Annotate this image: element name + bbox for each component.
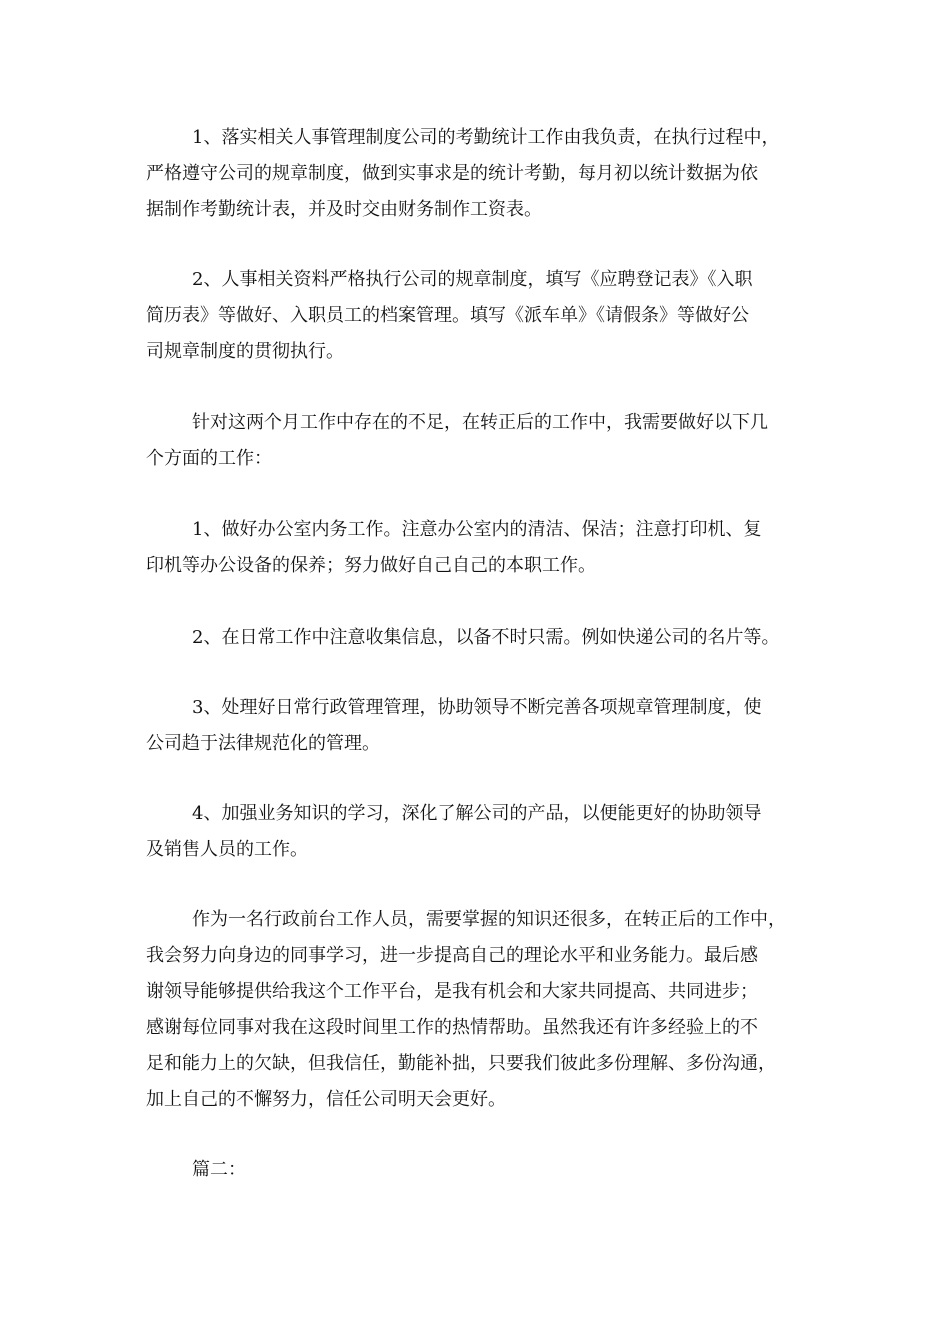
paragraph-office-work: [146, 512, 808, 584]
paragraph-line: 2、人事相关资料严格执行公司的规章制度，填写《应聘登记表》《入职: [192, 269, 753, 290]
paragraph-collect-info: [146, 620, 808, 656]
section-heading-part-two: [146, 1152, 808, 1188]
paragraph-line: 严格遵守公司的规章制度，做到实事求是的统计考勤，每月初以统计数据为依: [146, 163, 758, 184]
paragraph-line: 简历表》等做好、入职员工的档案管理。填写《派车单》《请假条》等做好公: [146, 305, 749, 326]
paragraph-line: 谢领导能够提供给我这个工作平台，是我有机会和大家共同提高、共同进步；: [146, 981, 758, 1002]
paragraph-conclusion: [146, 902, 808, 1118]
paragraph-line: 我会努力向身边的同事学习，进一步提高自己的理论水平和业务能力。最后感: [146, 945, 758, 966]
paragraph-line: 公司趋于法律规范化的管理。: [146, 733, 380, 754]
paragraph-admin-management: [146, 690, 808, 762]
paragraph-line: 据制作考勤统计表，并及时交由财务制作工资表。: [146, 199, 542, 220]
paragraph-line: 3、处理好日常行政管理管理，协助领导不断完善各项规章管理制度，使: [192, 697, 762, 718]
paragraph-line: 2、在日常工作中注意收集信息，以备不时只需。例如快递公司的名片等。: [192, 627, 780, 648]
paragraph-line: 印机等办公设备的保养；努力做好自己自己的本职工作。: [146, 555, 596, 576]
paragraph-line: 作为一名行政前台工作人员，需要掌握的知识还很多，在转正后的工作中，: [192, 909, 786, 930]
paragraph-line: 4、加强业务知识的学习，深化了解公司的产品，以便能更好的协助领导: [192, 803, 762, 824]
section-heading: 篇二：: [192, 1159, 246, 1180]
paragraph-line: 足和能力上的欠缺，但我信任，勤能补拙，只要我们彼此多份理解、多份沟通，: [146, 1053, 776, 1074]
paragraph-line: 个方面的工作：: [146, 448, 272, 469]
paragraph-hr-records: [146, 262, 808, 370]
paragraph-line: 感谢每位同事对我在这段时间里工作的热情帮助。虽然我还有许多经验上的不: [146, 1017, 758, 1038]
paragraph-line: 1、做好办公室内务工作。注意办公室内的清洁、保洁；注意打印机、复: [192, 519, 762, 540]
paragraph-line: 加上自己的不懈努力，信任公司明天会更好。: [146, 1089, 506, 1110]
paragraph-attendance: [146, 120, 808, 228]
paragraph-line: 司规章制度的贯彻执行。: [146, 341, 344, 362]
paragraph-line: 及销售人员的工作。: [146, 839, 308, 860]
paragraph-business-knowledge: [146, 796, 808, 868]
paragraph-line: 针对这两个月工作中存在的不足，在转正后的工作中，我需要做好以下几: [192, 412, 768, 433]
paragraph-line: 1、落实相关人事管理制度公司的考勤统计工作由我负责，在执行过程中，: [192, 127, 780, 148]
paragraph-shortcomings-intro: [146, 405, 808, 477]
